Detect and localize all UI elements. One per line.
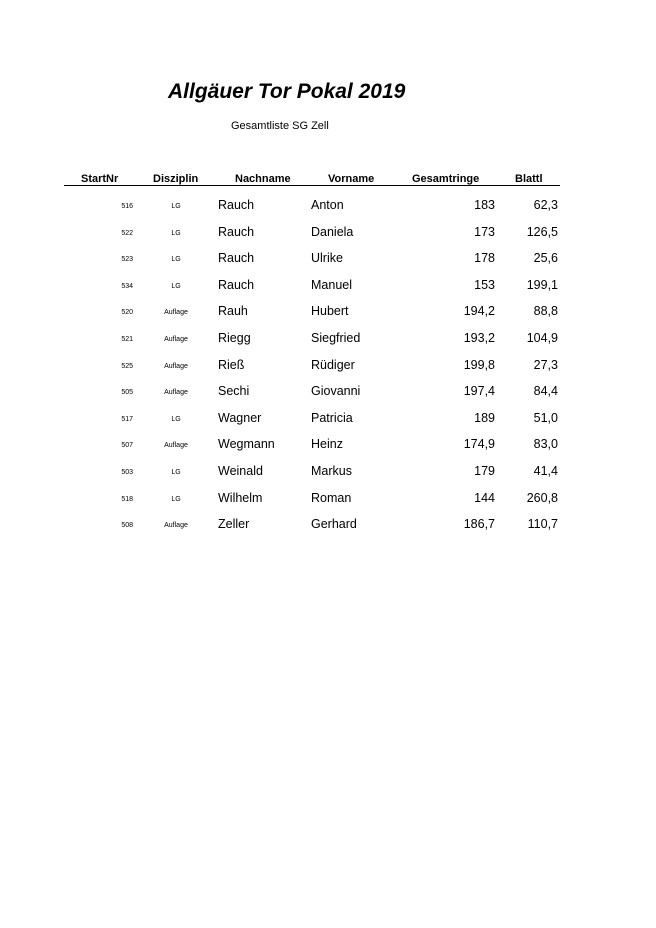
cell-startnr: 534 — [121, 282, 133, 290]
cell-vorname: Heinz — [311, 437, 343, 452]
cell-startnr: 525 — [121, 362, 133, 370]
cell-disziplin: Auflage — [164, 309, 188, 317]
column-header-gesamtringe: Gesamtringe — [412, 173, 480, 185]
cell-disziplin: Auflage — [164, 522, 188, 530]
cell-nachname: Rauch — [218, 251, 255, 266]
cell-startnr: 516 — [121, 203, 133, 210]
cell-blattl: 260,8 — [526, 490, 558, 505]
cell-nachname: Riegg — [218, 331, 251, 345]
cell-vorname: Siegfried — [311, 331, 361, 345]
cell-vorname: Ulrike — [311, 251, 343, 266]
cell-blattl: 41,4 — [533, 464, 558, 478]
cell-blattl: 88,8 — [533, 304, 558, 319]
cell-blattl: 126,5 — [526, 224, 558, 239]
document-subtitle: Gesamtliste SG Zell — [231, 120, 329, 132]
cell-disziplin: Auflage — [164, 389, 188, 397]
cell-startnr: 518 — [121, 495, 133, 503]
cell-vorname: Gerhard — [311, 517, 357, 532]
cell-nachname: Wegmann — [218, 437, 275, 452]
cell-startnr: 505 — [121, 389, 133, 397]
table-row — [0, 464, 656, 484]
cell-nachname: Wilhelm — [218, 490, 263, 505]
cell-gesamtringe: 153 — [474, 277, 495, 292]
document-title: Allgäuer Tor Pokal 2019 — [168, 80, 406, 103]
cell-nachname: Sechi — [218, 384, 250, 399]
cell-gesamtringe: 178 — [474, 251, 495, 266]
table-row — [0, 198, 656, 218]
cell-vorname: Patricia — [311, 410, 353, 425]
cell-gesamtringe: 179 — [474, 464, 495, 478]
cell-startnr: 523 — [121, 256, 133, 264]
cell-gesamtringe: 199,8 — [463, 357, 495, 372]
cell-disziplin: LG — [171, 469, 181, 476]
cell-vorname: Roman — [311, 490, 352, 505]
cell-disziplin: LG — [171, 415, 181, 423]
column-header-nachname: Nachname — [235, 173, 291, 185]
table-row — [0, 358, 656, 378]
cell-startnr: 503 — [121, 469, 133, 476]
cell-gesamtringe: 186,7 — [463, 517, 495, 532]
cell-disziplin: LG — [171, 203, 181, 210]
cell-blattl: 62,3 — [533, 198, 558, 212]
cell-vorname: Giovanni — [311, 384, 361, 399]
cell-nachname: Rieß — [218, 357, 245, 372]
cell-gesamtringe: 193,2 — [463, 331, 495, 345]
table-row — [0, 331, 656, 351]
column-header-vorname: Vorname — [328, 173, 375, 185]
cell-disziplin: Auflage — [164, 336, 188, 343]
cell-gesamtringe: 183 — [474, 198, 495, 212]
column-header-blattl: Blattl — [515, 173, 543, 185]
table-row — [0, 517, 656, 537]
cell-disziplin: LG — [171, 282, 181, 290]
table-row — [0, 384, 656, 404]
cell-startnr: 521 — [121, 336, 133, 343]
cell-disziplin: Auflage — [164, 362, 188, 370]
cell-disziplin: LG — [171, 256, 181, 264]
cell-gesamtringe: 197,4 — [463, 384, 495, 399]
cell-vorname: Daniela — [311, 224, 354, 239]
cell-vorname: Rüdiger — [311, 357, 355, 372]
cell-blattl: 84,4 — [533, 384, 558, 399]
table-row — [0, 278, 656, 298]
cell-disziplin: Auflage — [164, 442, 188, 450]
cell-startnr: 508 — [121, 522, 133, 530]
cell-startnr: 520 — [121, 309, 133, 317]
cell-blattl: 27,3 — [533, 357, 558, 372]
cell-startnr: 517 — [121, 415, 133, 423]
table-row — [0, 251, 656, 271]
cell-startnr: 507 — [121, 442, 133, 450]
cell-nachname: Rauch — [218, 224, 255, 239]
cell-blattl: 199,1 — [526, 277, 558, 292]
cell-blattl: 104,9 — [526, 331, 558, 345]
cell-disziplin: LG — [171, 495, 181, 503]
header-divider — [64, 185, 560, 186]
cell-blattl: 110,7 — [527, 517, 558, 532]
cell-vorname: Hubert — [311, 304, 349, 319]
cell-startnr: 522 — [121, 229, 133, 237]
cell-vorname: Markus — [311, 464, 352, 478]
cell-vorname: Manuel — [311, 277, 352, 292]
cell-vorname: Anton — [311, 198, 344, 212]
cell-nachname: Rauch — [218, 198, 255, 212]
cell-gesamtringe: 173 — [474, 224, 495, 239]
cell-disziplin: LG — [171, 229, 181, 237]
cell-gesamtringe: 189 — [474, 410, 495, 425]
cell-nachname: Zeller — [218, 517, 250, 532]
cell-gesamtringe: 194,2 — [463, 304, 495, 319]
table-row — [0, 411, 656, 431]
table-row — [0, 491, 656, 511]
cell-gesamtringe: 174,9 — [463, 437, 495, 452]
cell-blattl: 51,0 — [533, 410, 558, 425]
table-row — [0, 304, 656, 324]
column-header-startnr: StartNr — [81, 173, 119, 185]
table-row — [0, 437, 656, 457]
column-header-disziplin: Disziplin — [153, 173, 199, 185]
cell-nachname: Rauh — [218, 304, 248, 319]
cell-blattl: 25,6 — [533, 251, 558, 266]
cell-nachname: Weinald — [218, 464, 263, 478]
cell-gesamtringe: 144 — [474, 490, 495, 505]
cell-nachname: Rauch — [218, 277, 255, 292]
table-row — [0, 225, 656, 245]
cell-blattl: 83,0 — [533, 437, 558, 452]
cell-nachname: Wagner — [218, 410, 262, 425]
